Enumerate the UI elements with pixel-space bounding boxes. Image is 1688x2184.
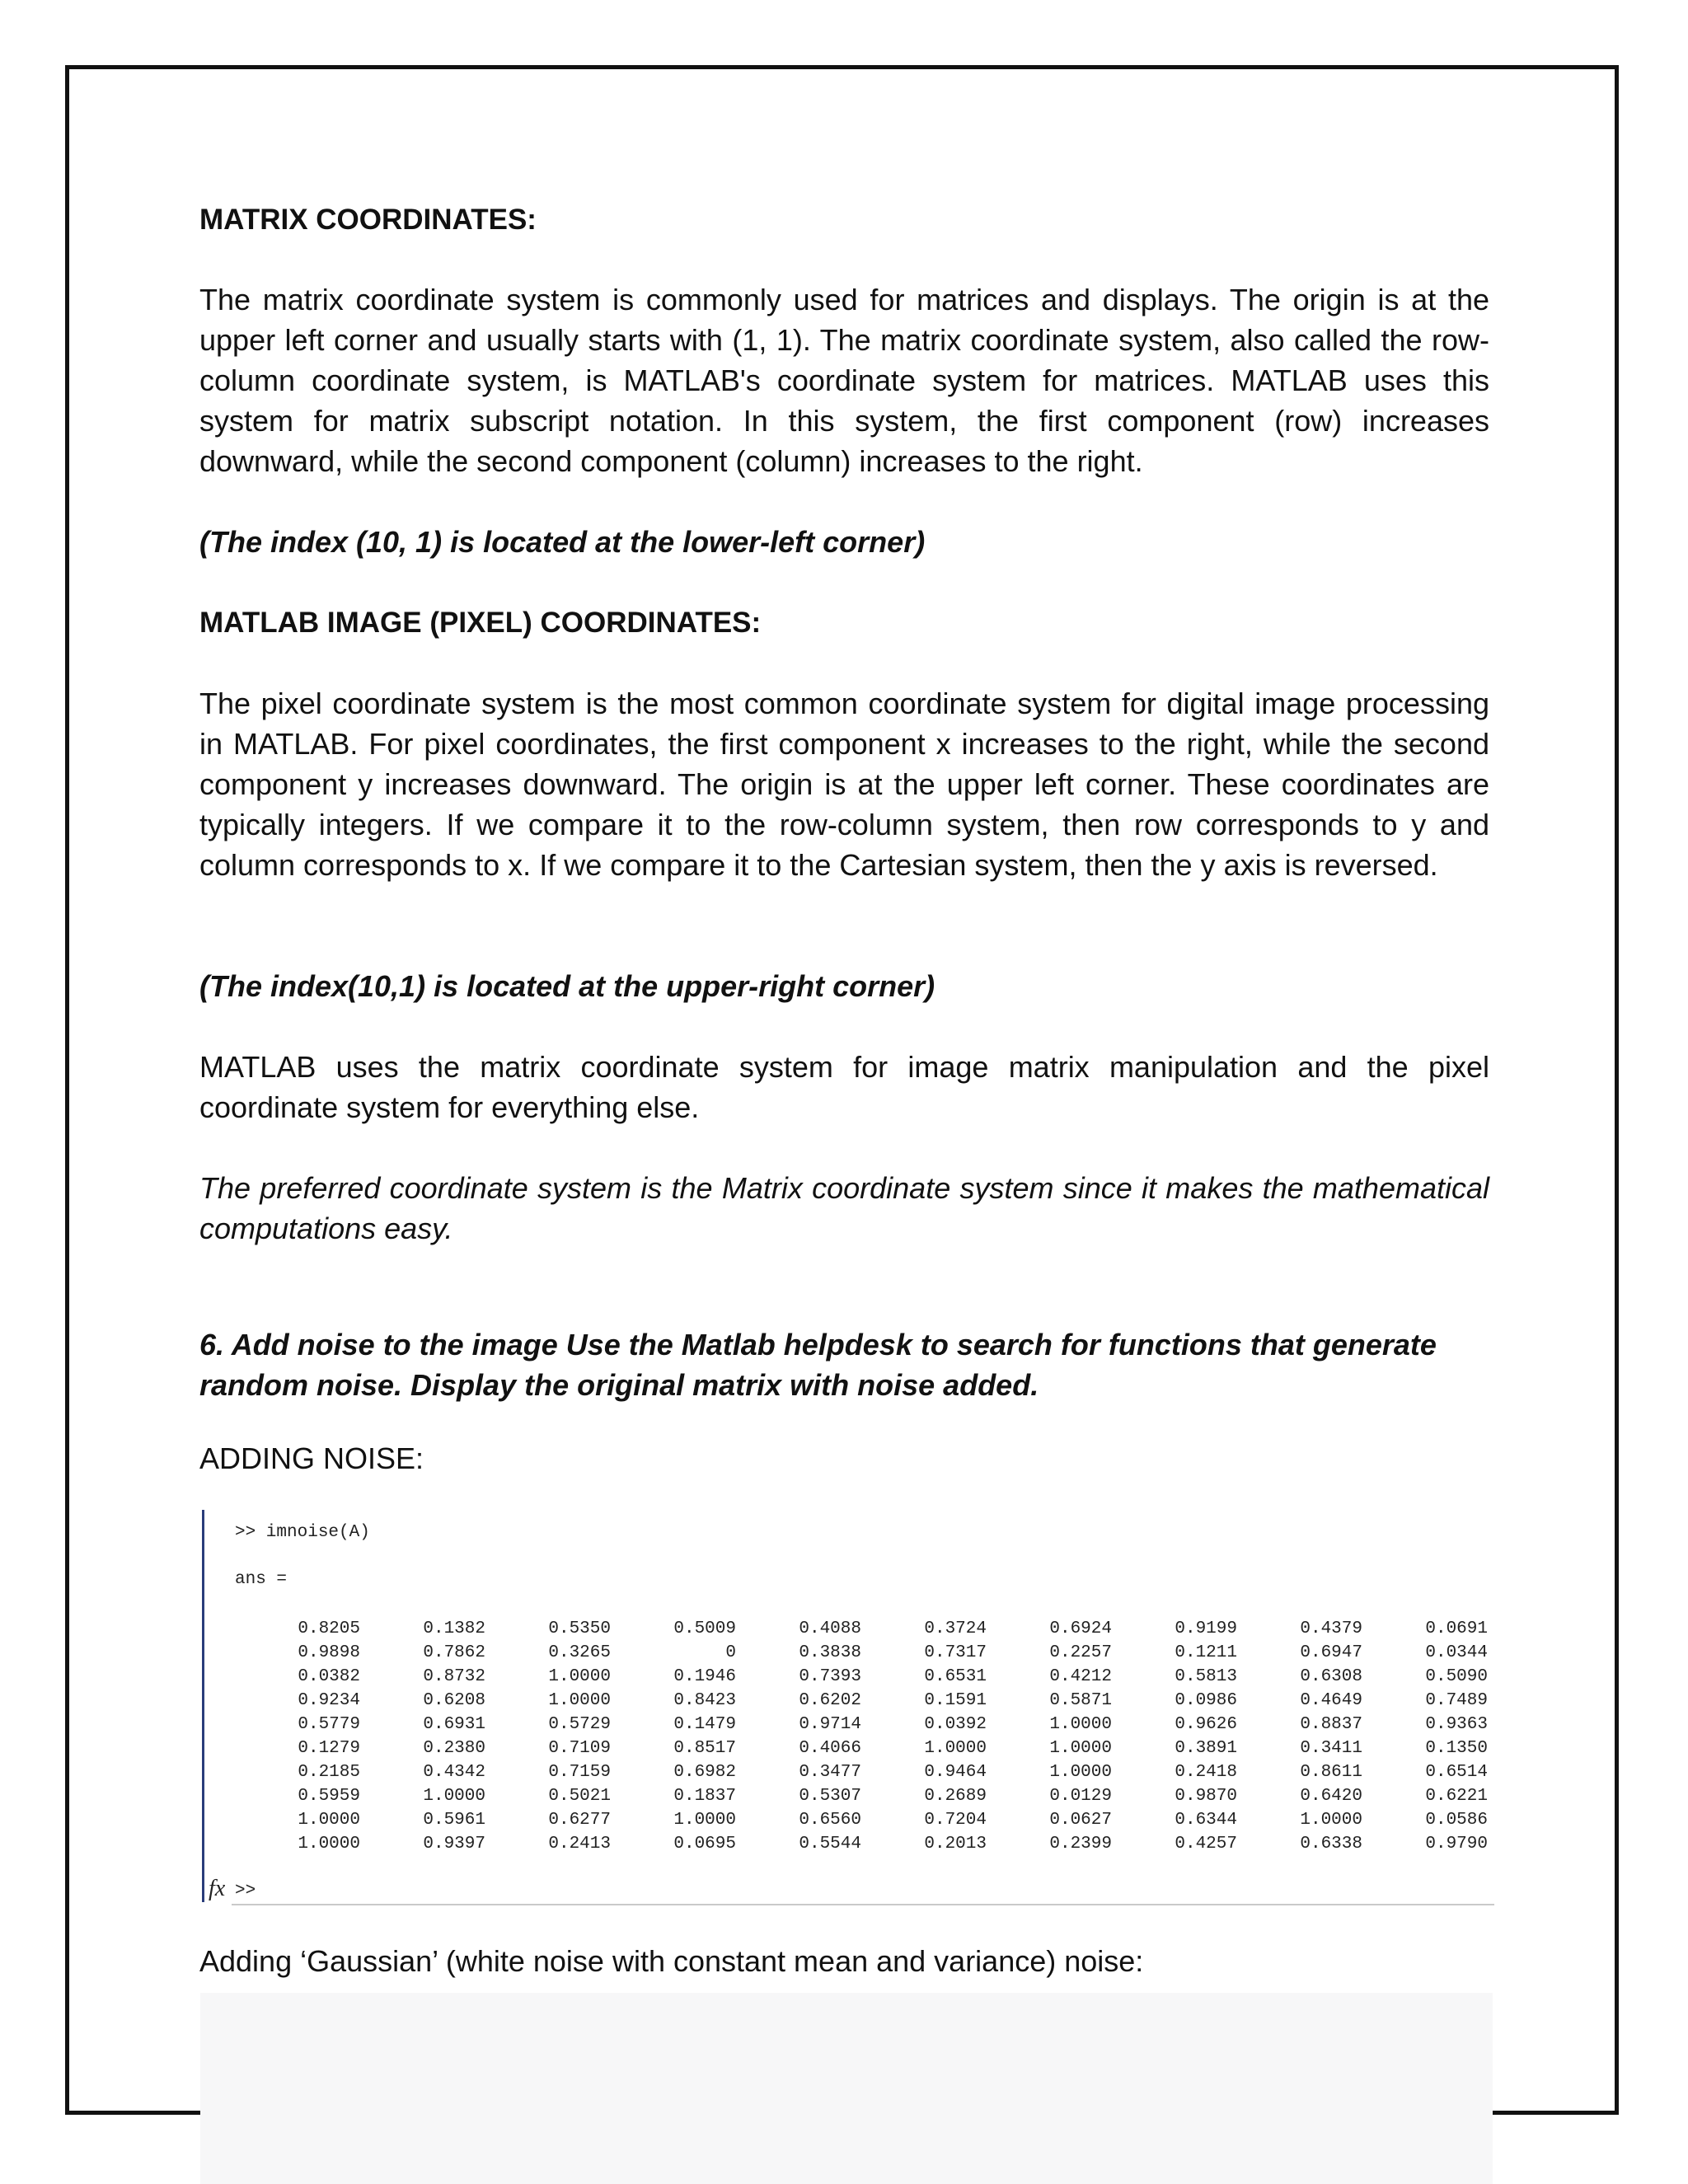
matrix-cell: 0.0586 <box>1425 1811 1488 1830</box>
matrix-cell: 0.3891 <box>1175 1739 1237 1758</box>
next-screenshot-placeholder <box>200 1993 1493 2184</box>
matrix-cell: 0.6202 <box>799 1691 861 1710</box>
matrix-cell: 0.2380 <box>423 1739 485 1758</box>
matrix-row <box>235 1784 1488 1808</box>
pixel-note-block <box>199 966 1489 1006</box>
matrix-cell: 1.0000 <box>298 1835 360 1854</box>
matrix-cell: 1.0000 <box>924 1739 987 1758</box>
matrix-cell: 0.5009 <box>673 1619 736 1638</box>
matrix-row <box>235 1689 1488 1713</box>
ans-label: ans = <box>235 1570 288 1589</box>
matrix-cell: 1.0000 <box>1300 1811 1362 1830</box>
matrix-cell: 0.5729 <box>548 1715 611 1734</box>
matrix-cell: 0.8611 <box>1300 1763 1362 1782</box>
matrix-cell: 0.4342 <box>423 1763 485 1782</box>
matrix-cell: 0.6531 <box>924 1667 987 1686</box>
matrix-cell: 0.3265 <box>548 1643 611 1662</box>
matrix-cell: 0.6947 <box>1300 1643 1362 1662</box>
matrix-cell: 0.8423 <box>673 1691 736 1710</box>
pixel-coordinates-heading: MATLAB IMAGE (PIXEL) COORDINATES: <box>199 607 762 639</box>
matrix-cell: 0.5350 <box>548 1619 611 1638</box>
command-window-left-bar <box>202 1510 204 1902</box>
matrix-cell: 0.2185 <box>298 1763 360 1782</box>
matrix-cell: 0.2257 <box>1049 1643 1112 1662</box>
matrix-cell: 0.5090 <box>1425 1667 1488 1686</box>
matrix-cell: 0.6560 <box>799 1811 861 1830</box>
matrix-cell: 0.0691 <box>1425 1619 1488 1638</box>
noise-matrix <box>235 1617 1488 1856</box>
matrix-cell: 0.3411 <box>1300 1739 1362 1758</box>
matrix-cell: 0.0344 <box>1425 1643 1488 1662</box>
matrix-heading-block <box>199 199 1489 240</box>
matrix-row <box>235 1736 1488 1760</box>
matrix-row <box>235 1832 1488 1856</box>
matrix-row <box>235 1808 1488 1832</box>
preferred-system-paragraph: The preferred coordinate system is the Matrix coordinate system since it makes the mathematical computations easy. <box>199 1171 1489 1245</box>
matrix-row <box>235 1665 1488 1689</box>
pixel-index-note: (The index(10,1) is located at the upper-right corner) <box>199 969 935 1003</box>
matrix-cell: 0.4257 <box>1175 1835 1237 1854</box>
matrix-cell: 0.3724 <box>924 1619 987 1638</box>
matrix-coordinates-paragraph: The matrix coordinate system is commonly used for matrices and displays. The origin is at the upper left corner and usually starts with (1, 1). The matrix coordinate system, also called the row-column coordinate system, is MATLAB's coordinate system for matrices. MATLAB uses this system for matrix subscript notation. In this system, the first component (row) increases downward, while the second component (column) increases to the right. <box>199 283 1489 478</box>
gaussian-block <box>199 1941 1489 1981</box>
matrix-cell: 0.5307 <box>799 1787 861 1806</box>
matrix-cell: 0.0129 <box>1049 1787 1112 1806</box>
matrix-cell: 0.1211 <box>1175 1643 1237 1662</box>
matrix-cell: 0.3477 <box>799 1763 861 1782</box>
matrix-index-note: (The index (10, 1) is located at the lower-left corner) <box>199 525 926 559</box>
matrix-cell: 0.1479 <box>673 1715 736 1734</box>
matrix-cell: 1.0000 <box>298 1811 360 1830</box>
matrix-cell: 0.5961 <box>423 1811 485 1830</box>
matrix-cell: 0.8732 <box>423 1667 485 1686</box>
matrix-cell: 0.6208 <box>423 1691 485 1710</box>
matrix-cell: 0.0695 <box>673 1835 736 1854</box>
adding-noise-label: ADDING NOISE: <box>199 1441 424 1475</box>
matrix-cell: 0.5021 <box>548 1787 611 1806</box>
matrix-cell: 0.1837 <box>673 1787 736 1806</box>
matrix-cell: 0.5544 <box>799 1835 861 1854</box>
matrix-coordinates-heading: MATRIX COORDINATES: <box>199 204 537 236</box>
matrix-cell: 0.7204 <box>924 1811 987 1830</box>
pixel-coordinates-paragraph: The pixel coordinate system is the most common coordinate system for digital image processing in MATLAB. For pixel coordinates, the first component x increases to the right, while the second component y increases downward. The origin is at the upper left corner. These coordinates are typically integers. If we compare it to the row-column system, then row corresponds to y and column corresponds to x. If we compare it to the Cartesian system, then the y axis is reversed. <box>199 687 1489 882</box>
usage-paragraph: MATLAB uses the matrix coordinate system for image matrix manipulation and the pixel coordinate system for everything else. <box>199 1050 1489 1124</box>
matrix-cell: 1.0000 <box>548 1691 611 1710</box>
matrix-cell: 0.2013 <box>924 1835 987 1854</box>
matrix-cell: 0.6931 <box>423 1715 485 1734</box>
matrix-row <box>235 1760 1488 1784</box>
matrix-cell: 0.5779 <box>298 1715 360 1734</box>
matrix-row <box>235 1617 1488 1641</box>
matrix-cell: 0.9397 <box>423 1835 485 1854</box>
matrix-cell: 0.7109 <box>548 1739 611 1758</box>
matrix-cell: 0.0986 <box>1175 1691 1237 1710</box>
command-line: >> imnoise(A) <box>235 1523 370 1542</box>
matrix-cell: 0.4066 <box>799 1739 861 1758</box>
matrix-cell: 0.4212 <box>1049 1667 1112 1686</box>
matrix-cell: 0.6420 <box>1300 1787 1362 1806</box>
matrix-cell: 0.9199 <box>1175 1619 1237 1638</box>
matrix-cell: 0.8205 <box>298 1619 360 1638</box>
matrix-cell: 0.4649 <box>1300 1691 1362 1710</box>
matrix-cell: 0.9363 <box>1425 1715 1488 1734</box>
gaussian-noise-label: Adding ‘Gaussian’ (white noise with constant mean and variance) noise: <box>199 1944 1144 1978</box>
preferred-block <box>199 1168 1489 1249</box>
pixel-heading-block <box>199 602 1489 643</box>
matrix-cell: 0.7393 <box>799 1667 861 1686</box>
matrix-cell: 1.0000 <box>1049 1739 1112 1758</box>
matrix-cell: 1.0000 <box>423 1787 485 1806</box>
adding-noise-block <box>199 1438 1489 1479</box>
matrix-cell: 0.1279 <box>298 1739 360 1758</box>
matrix-cell: 0.9898 <box>298 1643 360 1662</box>
matrix-cell: 0.6924 <box>1049 1619 1112 1638</box>
matrix-cell: 0.6344 <box>1175 1811 1237 1830</box>
matrix-cell: 0.5871 <box>1049 1691 1112 1710</box>
matlab-command-window-screenshot <box>202 1510 1494 1909</box>
matrix-cell: 0.1350 <box>1425 1739 1488 1758</box>
matrix-cell: 0.7159 <box>548 1763 611 1782</box>
function-browser-icon[interactable]: fx <box>209 1876 226 1901</box>
matrix-cell: 0.4379 <box>1300 1619 1362 1638</box>
matrix-cell: 0.9234 <box>298 1691 360 1710</box>
command-prompt[interactable]: >> <box>235 1882 256 1900</box>
matrix-cell: 0.6338 <box>1300 1835 1362 1854</box>
matrix-cell: 0.2418 <box>1175 1763 1237 1782</box>
matrix-row <box>235 1713 1488 1736</box>
matrix-cell: 0.3838 <box>799 1643 861 1662</box>
matrix-cell: 0.8517 <box>673 1739 736 1758</box>
usage-block <box>199 1047 1489 1127</box>
matrix-cell: 0.2413 <box>548 1835 611 1854</box>
matrix-cell: 0.4088 <box>799 1619 861 1638</box>
matrix-cell: 0.2399 <box>1049 1835 1112 1854</box>
matrix-cell: 1.0000 <box>1049 1763 1112 1782</box>
matrix-cell: 0.6221 <box>1425 1787 1488 1806</box>
matrix-cell: 0.7317 <box>924 1643 987 1662</box>
matrix-cell: 0.6982 <box>673 1763 736 1782</box>
matrix-cell: 0.9790 <box>1425 1835 1488 1854</box>
matrix-cell: 0.9626 <box>1175 1715 1237 1734</box>
matrix-cell: 0.0627 <box>1049 1811 1112 1830</box>
matrix-cell: 0.2689 <box>924 1787 987 1806</box>
command-window-bottom-border <box>232 1904 1494 1905</box>
matrix-cell: 1.0000 <box>548 1667 611 1686</box>
matrix-cell: 1.0000 <box>1049 1715 1112 1734</box>
matrix-note-block <box>199 522 1489 562</box>
matrix-cell: 0.7862 <box>423 1643 485 1662</box>
matrix-cell: 1.0000 <box>673 1811 736 1830</box>
matrix-cell: 0.1946 <box>673 1667 736 1686</box>
matrix-row <box>235 1641 1488 1665</box>
matrix-cell: 0.6514 <box>1425 1763 1488 1782</box>
matrix-cell: 0 <box>725 1643 736 1662</box>
pixel-paragraph-block <box>199 683 1489 885</box>
matrix-cell: 0.0382 <box>298 1667 360 1686</box>
matrix-cell: 0.5813 <box>1175 1667 1237 1686</box>
matrix-cell: 0.9870 <box>1175 1787 1237 1806</box>
matrix-cell: 0.6308 <box>1300 1667 1362 1686</box>
matrix-cell: 0.5959 <box>298 1787 360 1806</box>
matrix-cell: 0.9714 <box>799 1715 861 1734</box>
question-block <box>199 1324 1489 1405</box>
matrix-cell: 0.9464 <box>924 1763 987 1782</box>
matrix-cell: 0.0392 <box>924 1715 987 1734</box>
matrix-cell: 0.8837 <box>1300 1715 1362 1734</box>
matrix-cell: 0.1382 <box>423 1619 485 1638</box>
question-6-text: 6. Add noise to the image Use the Matlab helpdesk to search for functions that generate random noise. Display the original matrix with noise added. <box>199 1328 1437 1402</box>
matrix-paragraph-block <box>199 279 1489 481</box>
matrix-cell: 0.6277 <box>548 1811 611 1830</box>
matrix-cell: 0.7489 <box>1425 1691 1488 1710</box>
matrix-cell: 0.1591 <box>924 1691 987 1710</box>
